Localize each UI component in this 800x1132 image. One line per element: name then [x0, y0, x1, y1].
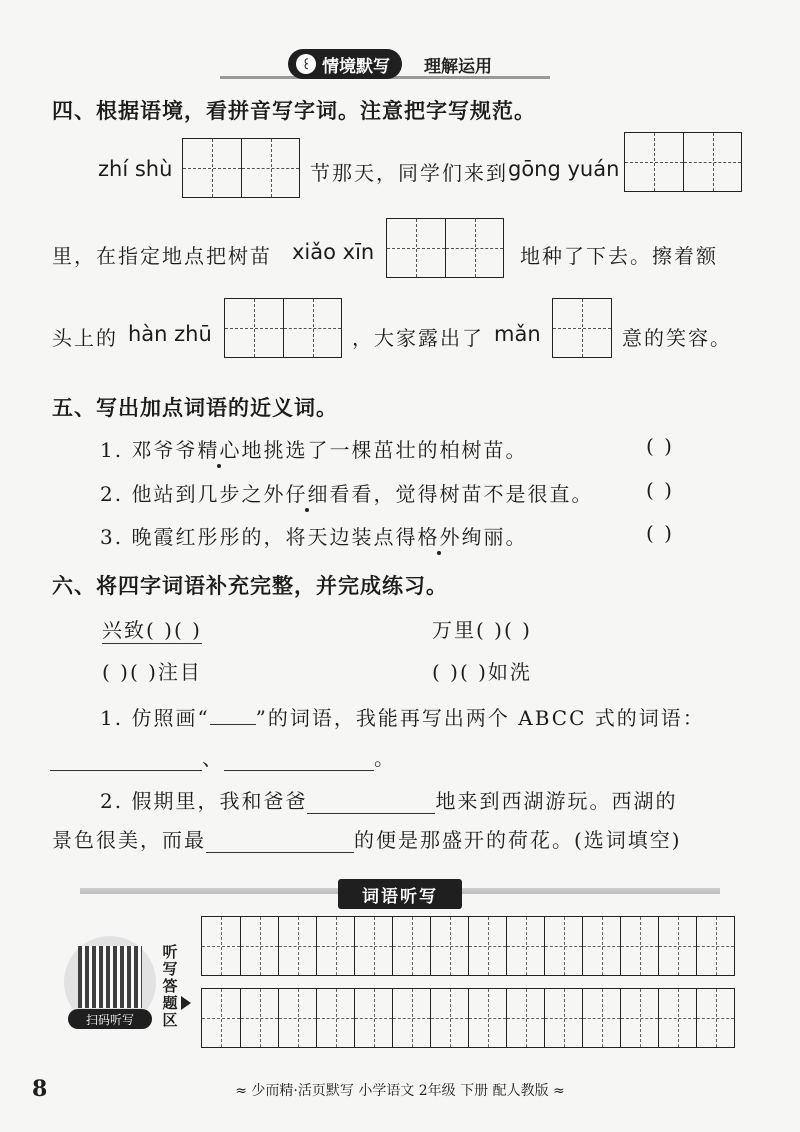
section6-title: 六、将四字词语补充完整，并完成练习。	[52, 574, 448, 598]
synonym-item-2: 2. 他站到几步之外仔细看看，觉得树苗不是很直。	[100, 482, 594, 506]
footer-text: ≈ 少而精·活页默写 小学语文 2年级 下册 配人教版 ≈	[235, 1083, 565, 1099]
idiom-zhumu[interactable]: ( )( )注目	[102, 660, 202, 684]
q1-answer-blank-2[interactable]	[224, 750, 374, 771]
badge-tag: 理解运用	[424, 56, 492, 77]
answer-paren-3[interactable]: ( )	[646, 521, 674, 545]
dictation-grid-row-1[interactable]	[201, 916, 735, 976]
synonym-item-3: 3. 晚霞红彤彤的，将天边装点得格外绚丽。	[100, 525, 528, 549]
dotted-word-1: 精心	[197, 438, 242, 462]
answer-paren-1[interactable]: ( )	[646, 434, 674, 458]
synonym-item-1: 1. 邓爷爷精心地挑选了一棵茁壮的柏树苗。	[100, 438, 528, 462]
idiom-xingzhi[interactable]: 兴致( )( )	[102, 614, 202, 644]
question-1-answers: 、 。	[50, 742, 396, 771]
section5-title: 五、写出加点词语的近义词。	[52, 396, 338, 420]
qr-code-icon[interactable]	[78, 946, 142, 1008]
line3-text-b: ，大家露出了	[352, 326, 484, 350]
dictation-grid-row-2[interactable]	[201, 988, 735, 1048]
answer-paren-2[interactable]: ( )	[646, 478, 674, 502]
idiom-ruxi[interactable]: ( )( )如洗	[432, 660, 532, 684]
pinyin-hanzhu: hàn zhū	[128, 322, 212, 346]
q1-answer-blank-1[interactable]	[50, 750, 202, 771]
q2-blank-2[interactable]	[206, 832, 354, 853]
section4-title: 四、根据语境，看拼音写字词。注意把字写规范。	[52, 99, 536, 123]
page-number: 8	[32, 1076, 48, 1102]
dotted-word-2: 仔细	[285, 482, 330, 506]
pinyin-xiaoxin: xiǎo xīn	[292, 240, 375, 264]
badge-icon: ꒰	[296, 54, 316, 74]
line2-text-b: 地种了下去。擦着额	[520, 244, 718, 268]
pinyin-man: mǎn	[494, 322, 541, 346]
answer-grid-xiaoxin[interactable]	[386, 218, 504, 278]
answer-grid-hanzhu[interactable]	[224, 298, 342, 358]
answer-area-label: 听写答题区	[162, 943, 178, 1029]
answer-grid-man[interactable]	[552, 298, 612, 358]
idiom-wanli[interactable]: 万里( )( )	[432, 618, 532, 642]
question-2: 2. 假期里，我和爸爸 地来到西湖游玩。西湖的	[100, 789, 678, 813]
q1-inline-blank	[210, 706, 256, 725]
badge-label: 情境默写	[322, 56, 390, 77]
line2-text-a: 里，在指定地点把树苗	[52, 244, 272, 268]
section-badge	[288, 49, 402, 79]
pinyin-zhishu: zhí shù	[98, 157, 173, 181]
answer-grid-zhishu[interactable]	[182, 138, 300, 198]
line3-text-a: 头上的	[52, 326, 118, 350]
line3-text-c: 意的笑容。	[622, 326, 732, 350]
dictation-title: 词语听写	[338, 879, 462, 909]
line1-text: 节那天，同学们来到	[310, 161, 508, 185]
dotted-word-3: 格外	[417, 525, 462, 549]
arrow-right-icon	[181, 996, 191, 1010]
pinyin-gongyuan: gōng yuán	[508, 157, 620, 181]
answer-grid-gongyuan[interactable]	[624, 132, 742, 192]
q2-blank-1[interactable]	[307, 793, 435, 814]
question-1: 1. 仿照画“ ”的词语，我能再写出两个 ABCC 式的词语：	[100, 706, 705, 730]
qr-label[interactable]: 扫码听写	[68, 1009, 152, 1029]
question-2-cont: 景色很美，而最 的便是那盛开的荷花。(选词填空)	[52, 828, 682, 852]
